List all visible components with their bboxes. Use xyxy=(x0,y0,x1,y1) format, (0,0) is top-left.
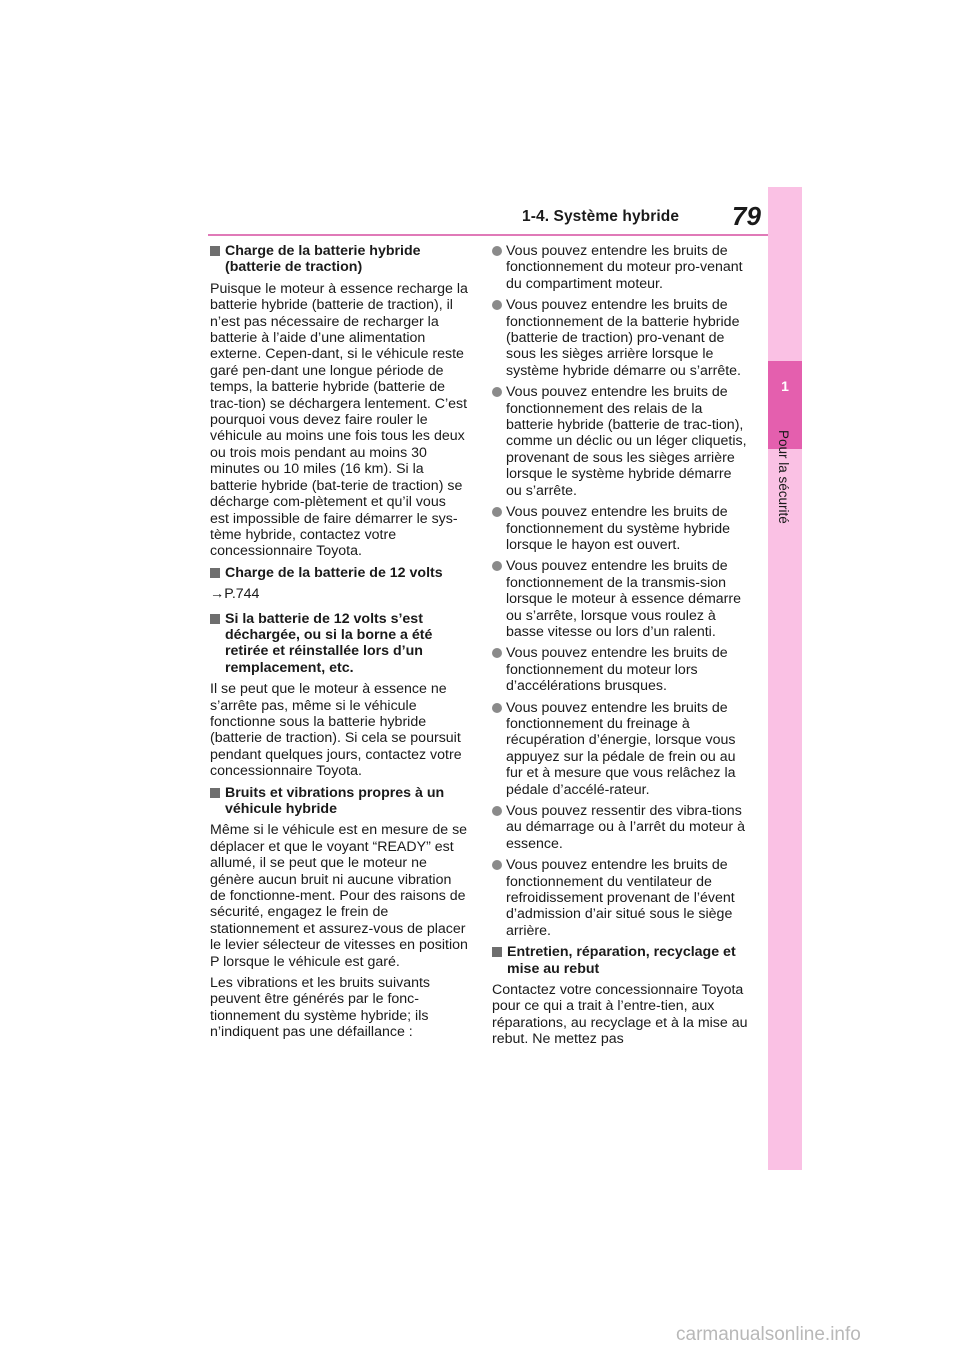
square-bullet-icon xyxy=(210,568,220,578)
square-bullet-icon xyxy=(492,947,502,957)
section-heading xyxy=(210,243,468,276)
paragraph: Puisque le moteur à essence recharge la batterie hybride (batterie de traction), il n’est pas nécessaire de recharger la batterie à l’aide d’une alimentation externe. Cepen-dant, si le véhicule reste garé pen-dant une longue période de temps, la batterie hybride (batterie de trac-tion) se déchargera lentement. C’est pourquoi vous devez faire rouler le véhicule au moins une fois tous les deux ou trois mois pendant au moins 30 minutes ou 10 miles (16 km). Si la batterie hybride (bat-terie de traction) se décharge com-plètement et qu’il vous est impossible de faire démarrer le sys-tème hybride, contactez votre concessionnaire Toyota. xyxy=(210,280,468,560)
list-item xyxy=(492,243,750,292)
section-title: 1-4. Système hybride xyxy=(522,208,680,225)
section-heading xyxy=(210,611,468,677)
chapter-label: Pour la sécurité xyxy=(776,430,791,524)
heading-text: Charge de la batterie de 12 volts xyxy=(225,564,443,581)
list-item xyxy=(492,645,750,694)
round-bullet-icon xyxy=(492,703,502,713)
list-item-text: Vous pouvez entendre les bruits de fonctionnement de la transmis-sion lorsque le moteur à essence démarre ou s’arrête, lorsque vous roulez à basse vitesse ou lors d’un ralenti. xyxy=(506,558,742,640)
round-bullet-icon xyxy=(492,806,502,816)
paragraph: Contactez votre concessionnaire Toyota pour ce qui a trait à l’entre-tien, aux réparations, au recyclage et à la mise au rebut. Ne mettez pas xyxy=(492,982,748,1048)
section-heading xyxy=(210,565,468,581)
chapter-side-tab xyxy=(768,187,802,1170)
list-item xyxy=(492,384,750,499)
round-bullet-icon xyxy=(492,246,502,256)
chapter-number: 1 xyxy=(781,378,789,394)
section-heading xyxy=(210,785,468,818)
list-item xyxy=(492,504,750,553)
list-item-text: Vous pouvez entendre les bruits de fonctionnement des relais de la batterie hybride (batterie de trac-tion), comme un déclic ou un léger cliquetis, provenant de sous les sièges arrière lorsque le système hybride démarre ou s’arrête. xyxy=(506,384,747,499)
square-bullet-icon xyxy=(210,246,220,256)
paragraph: Il se peut que le moteur à essence ne s’arrête pas, même si le véhicule fonctionne sous la batterie hybride (batterie de traction). Si cela se poursuit pendant quelques jours, contactez votre concessionnaire Toyota. xyxy=(210,681,462,780)
list-item-text: Vous pouvez entendre les bruits de fonctionnement de la batterie hybride (batterie de traction) pro-venant de sous les sièges arrière lorsque le système hybride démarre ou s’arrête. xyxy=(506,297,741,379)
heading-text: Si la batterie de 12 volts s’est déchargée, ou si la borne a été retirée et réinstallée lors d’un remplacement, etc. xyxy=(225,610,433,676)
paragraph: Même si le véhicule est en mesure de se déplacer et que le voyant “READY” est allumé, il se peut que le moteur ne génère aucun bruit ni aucune vibration de fonctionne-ment. Pour des raisons de sécurité, engagez le frein de stationnement et assurez-vous de placer le levier sélecteur de vitesses en position P lorsque le véhicule est garé. xyxy=(210,822,468,970)
square-bullet-icon xyxy=(210,788,220,798)
header-divider xyxy=(208,234,768,236)
round-bullet-icon xyxy=(492,300,502,310)
round-bullet-icon xyxy=(492,507,502,517)
round-bullet-icon xyxy=(492,387,502,397)
list-item-text: Vous pouvez entendre les bruits de fonctionnement du ventilateur de refroidissement provenant de l’évent d’admission d’air situé sous le siège arrière. xyxy=(506,857,735,939)
round-bullet-icon xyxy=(492,648,502,658)
square-bullet-icon xyxy=(210,614,220,624)
list-item-text: Vous pouvez entendre les bruits de fonctionnement du moteur pro-venant du compartiment moteur. xyxy=(506,243,743,292)
list-item-text: Vous pouvez entendre les bruits de fonctionnement du système hybride lorsque le hayon est ouvert. xyxy=(506,504,730,553)
round-bullet-icon xyxy=(492,561,502,571)
list-item-text: Vous pouvez ressentir des vibra-tions au démarrage ou à l’arrêt du moteur à essence. xyxy=(506,803,745,852)
page-reference-link[interactable]: →P.744 xyxy=(210,586,260,603)
list-item-text: Vous pouvez entendre les bruits de fonctionnement du moteur lors d’accélérations brusques. xyxy=(506,645,728,695)
left-column xyxy=(210,243,468,1046)
section-heading xyxy=(492,944,750,977)
heading-text: Charge de la batterie hybride (batterie de traction) xyxy=(225,243,421,276)
list-item xyxy=(492,558,750,640)
heading-text: Entretien, réparation, recyclage et mise au rebut xyxy=(507,944,736,977)
list-item xyxy=(492,297,750,379)
list-item xyxy=(492,803,750,852)
paragraph: Les vibrations et les bruits suivants peuvent être générés par le fonc-tionnement du système hybride; ils n’indiquent pas une défaillance : xyxy=(210,975,431,1041)
watermark: carmanualsonline.info xyxy=(676,1324,861,1345)
page-number: 79 xyxy=(732,201,761,231)
list-item-text: Vous pouvez entendre les bruits de fonctionnement du freinage à récupération d’énergie, lorsque vous appuyez sur la pédale de frein ou au fur et à mesure que vous relâchez la pédale d’accélé-rateur. xyxy=(506,699,736,798)
round-bullet-icon xyxy=(492,860,502,870)
right-column xyxy=(492,243,750,1053)
heading-text: Bruits et vibrations propres à un véhicule hybride xyxy=(225,784,445,817)
list-item xyxy=(492,857,750,939)
list-item xyxy=(492,700,750,798)
